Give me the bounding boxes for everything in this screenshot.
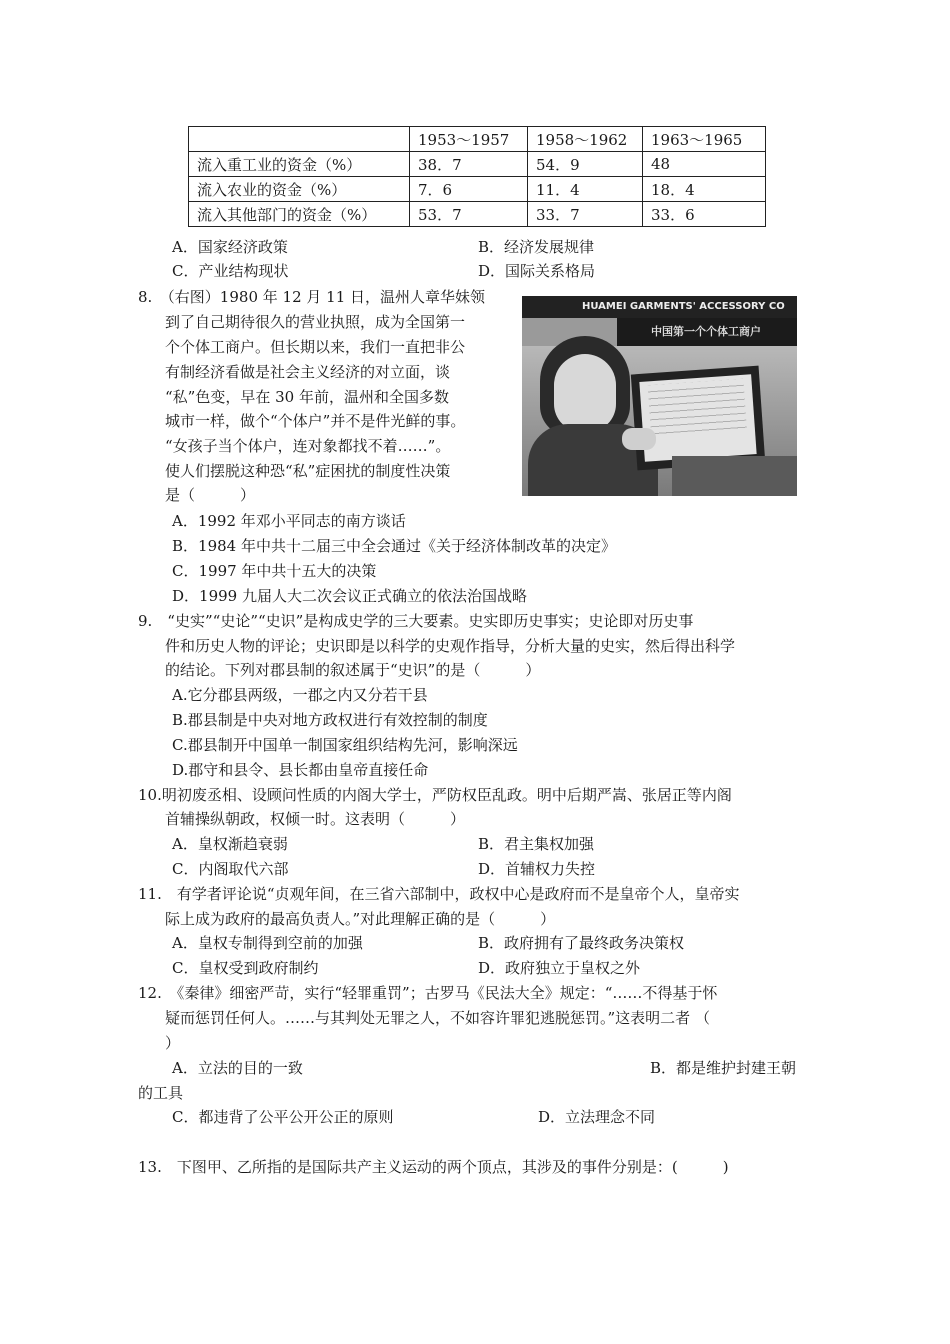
table-row [189, 152, 766, 177]
license-document [639, 374, 756, 462]
q11-line: 11. 有学者评论说“贞观年间，在三省六部制中，政权中心是政府而不是皇帝个人，皇帝实 [138, 885, 740, 903]
photo-sign: 中国第一个个体工商户 [617, 318, 797, 346]
q12-option-c: C．都违背了公平公开公正的原则 [172, 1108, 394, 1126]
q10-option-b: B．君主集权加强 [478, 835, 595, 853]
table-cell: 11．4 [528, 177, 643, 202]
table-cell: 38．7 [410, 152, 528, 177]
table-cell: 33．7 [528, 202, 643, 227]
q7-option-b: B．经济发展规律 [478, 238, 595, 256]
q8-option-a: A．1992 年邓小平同志的南方谈话 [172, 512, 406, 530]
capital-flow-table [188, 126, 766, 227]
table-cell: 7．6 [410, 177, 528, 202]
q8-line: 使人们摆脱这种恐“私”症困扰的制度性决策 [165, 462, 451, 480]
q12-line: 疑而惩罚任何人。……与其判处无罪之人，不如容许罪犯逃脱惩罚。”这表明二者 （ [165, 1009, 710, 1027]
q12-line: ） [165, 1034, 181, 1052]
table-header-cell: 1958～1962 [528, 127, 643, 152]
q8-line: 到了自己期待很久的营业执照，成为全国第一 [165, 313, 466, 331]
q9-line: 件和历史人物的评论；史识即是以科学的史观作指导，分析大量的史实，然后得出科学 [165, 637, 736, 655]
table-row [189, 177, 766, 202]
photo-banner: HUAMEI GARMENTS' ACCESSORY CO [522, 296, 797, 318]
q8-line: 是（ ） [165, 486, 256, 504]
q11-option-c: C．皇权受到政府制约 [172, 959, 319, 977]
q8-line: 个个体工商户。但长期以来，我们一直把非公 [165, 338, 466, 356]
table-cell: 流入其他部门的资金（%） [189, 202, 410, 227]
q9-line: 9. “史实”“史论”“史识”是构成史学的三大要素。史实即历史事实；史论即对历史事 [138, 612, 694, 630]
q10-option-a: A．皇权渐趋衰弱 [172, 835, 288, 853]
q8-line: “私”色变，早在 30 年前，温州和全国多数 [165, 388, 449, 406]
table-cell: 18．4 [643, 177, 766, 202]
q11-line: 际上成为政府的最高负责人。”对此理解正确的是（ ） [165, 910, 556, 928]
q8-line: 有制经济看做是社会主义经济的对立面，谈 [165, 363, 451, 381]
q12-option-a: A．立法的目的一致 [172, 1059, 303, 1077]
q10-line: 10.明初废丞相、设顾问性质的内阁大学士，严防权臣乱政。明中后期严嵩、张居正等内阁 [138, 786, 732, 804]
q8-option-d: D．1999 九届人大二次会议正式确立的依法治国战略 [172, 587, 527, 605]
table-cell: 48 [643, 152, 766, 177]
table-cell: 流入农业的资金（%） [189, 177, 410, 202]
q9-option-d: D.郡守和县令、县长都由皇帝直接任命 [172, 761, 429, 779]
q13-line: 13. 下图甲、乙所指的是国际共产主义运动的两个顶点，其涉及的事件分别是：( ) [138, 1158, 729, 1176]
q8-line: 8. （右图）1980 年 12 月 11 日，温州人章华妹领 [138, 288, 486, 306]
q7-option-d: D．国际关系格局 [478, 262, 596, 280]
q8-option-c: C．1997 年中共十五大的决策 [172, 562, 377, 580]
table-header-cell: 1953～1957 [410, 127, 528, 152]
q8-line: 城市一样，做个“个体户”并不是件光鲜的事。 [165, 412, 466, 430]
q11-option-a: A．皇权专制得到空前的加强 [172, 934, 363, 952]
q8-line: “女孩子当个体户，连对象都找不着……”。 [165, 437, 451, 455]
table-header-row [189, 127, 766, 152]
q9-line: 的结论。下列对郡县制的叙述属于“史识”的是（ ） [165, 661, 541, 679]
q12-option-b-cont: 的工具 [138, 1084, 184, 1102]
q11-option-b: B．政府拥有了最终政务决策权 [478, 934, 685, 952]
q10-option-c: C．内阁取代六部 [172, 860, 289, 878]
person-hand [622, 428, 656, 450]
q9-option-b: B.郡县制是中央对地方政权进行有效控制的制度 [172, 711, 488, 729]
q12-option-b: B．都是维护封建王朝 [650, 1059, 797, 1077]
q7-option-a: A．国家经济政策 [172, 238, 288, 256]
q11-option-d: D．政府独立于皇权之外 [478, 959, 641, 977]
q12-option-d: D．立法理念不同 [538, 1108, 656, 1126]
table-cell: 流入重工业的资金（%） [189, 152, 410, 177]
table-cell: 53．7 [410, 202, 528, 227]
table-cell: 54．9 [528, 152, 643, 177]
business-license-photo [522, 296, 797, 496]
table-header-cell [189, 127, 410, 152]
q10-option-d: D．首辅权力失控 [478, 860, 596, 878]
q7-option-c: C．产业结构现状 [172, 262, 289, 280]
table-header-cell: 1963～1965 [643, 127, 766, 152]
q12-line: 12. 《秦律》细密严苛，实行“轻罪重罚”；古罗马《民法大全》规定：“……不得基于怀 [138, 984, 718, 1002]
q9-option-a: A.它分郡县两级，一郡之内又分若干县 [172, 686, 428, 704]
q9-option-c: C.郡县制开中国单一制国家组织结构先河，影响深远 [172, 736, 518, 754]
desk [672, 456, 797, 496]
q8-option-b: B．1984 年中共十二届三中全会通过《关于经济体制改革的决定》 [172, 537, 616, 555]
table-row [189, 202, 766, 227]
table-cell: 33．6 [643, 202, 766, 227]
person-face [554, 354, 616, 432]
q10-line: 首辅操纵朝政，权倾一时。这表明（ ） [165, 810, 466, 828]
